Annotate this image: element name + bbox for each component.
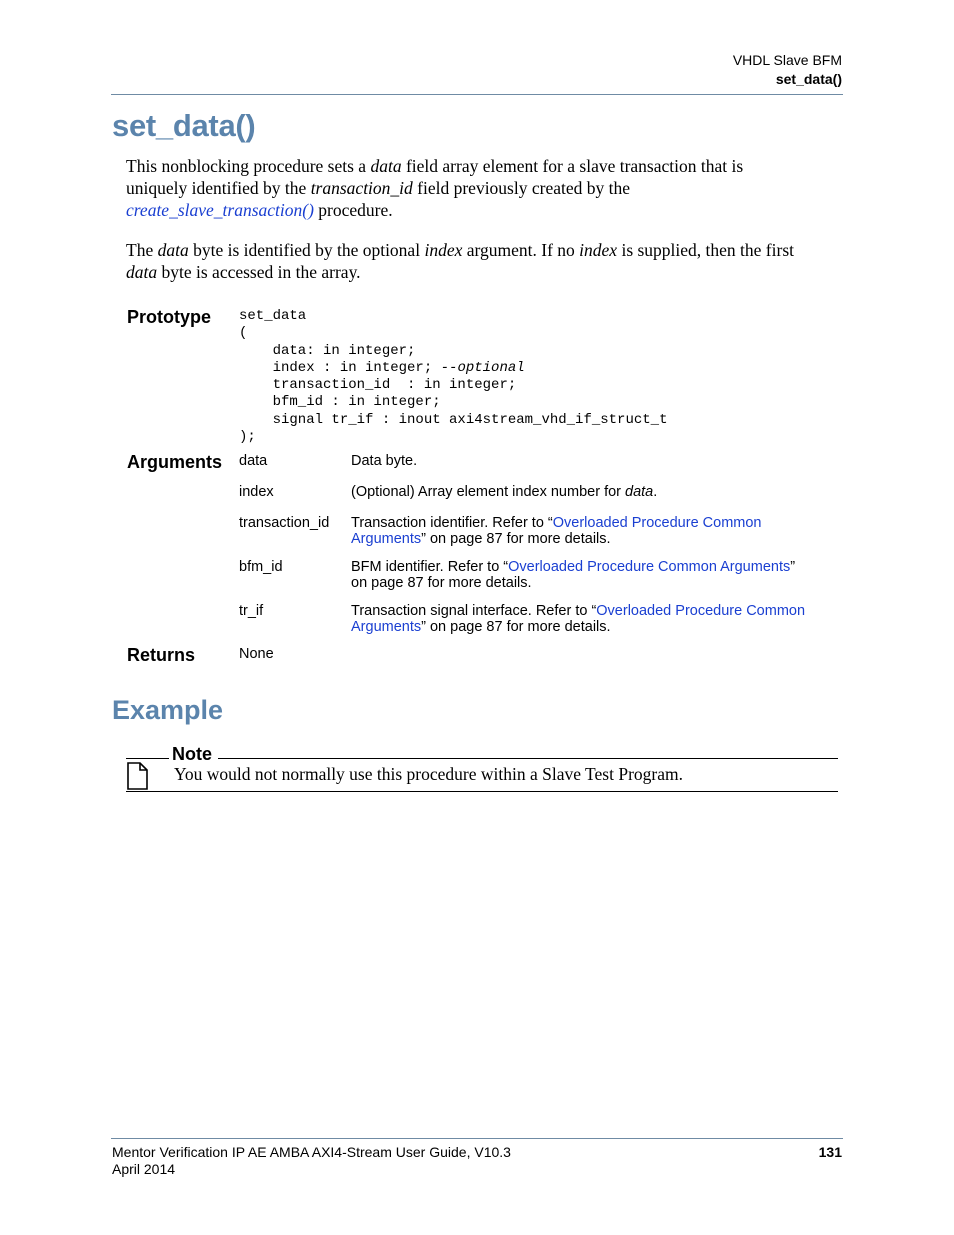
- footer-date: April 2014: [112, 1161, 176, 1177]
- text-run: uniquely identified by the: [126, 178, 311, 198]
- arguments-label: Arguments: [127, 452, 223, 472]
- text-run-italic: index: [579, 240, 618, 260]
- text-run-italic: data: [126, 262, 158, 282]
- code-line: (: [239, 325, 248, 342]
- text-run-italic: index: [424, 240, 463, 260]
- code-line: index : in integer;: [239, 359, 441, 376]
- text-run: ”: [790, 559, 796, 575]
- example-heading: Example: [112, 695, 224, 725]
- prototype-label: Prototype: [127, 307, 212, 327]
- arg-desc-tr-if: [351, 603, 846, 635]
- overloaded-args-link[interactable]: Overloaded Procedure Common Arguments: [508, 559, 791, 575]
- text-run-italic: data: [157, 240, 189, 260]
- text-run: Data byte.: [351, 453, 418, 469]
- text-run: .: [653, 484, 658, 500]
- text-run: procedure.: [313, 200, 393, 220]
- code-line: signal tr_if : inout axi4stream_vhd_if_struct_t: [239, 411, 668, 428]
- running-header-section: set_data(): [775, 71, 842, 87]
- text-run: byte is identified by the optional: [188, 240, 425, 260]
- prototype-code-block: [239, 308, 667, 446]
- text-run: field array element for a slave transaction that is: [401, 156, 744, 176]
- arg-desc-index: [351, 484, 846, 500]
- description-paragraph-1: [126, 155, 844, 221]
- note-rule-bottom: [126, 791, 838, 792]
- text-run: ” on page 87 for more details.: [421, 619, 611, 635]
- footer-page-number: 131: [818, 1144, 842, 1160]
- code-line: set_data: [239, 308, 307, 324]
- text-run: byte is accessed in the array.: [157, 262, 361, 282]
- page-title: set_data(): [112, 108, 256, 143]
- code-line: transaction_id : in integer;: [239, 377, 517, 394]
- text-run: on page 87 for more details.: [351, 575, 532, 591]
- overloaded-args-link[interactable]: Arguments: [351, 619, 422, 635]
- running-header-chapter: VHDL Slave BFM: [732, 52, 842, 68]
- note-text: You would not normally use this procedure within a Slave Test Program.: [174, 764, 683, 784]
- returns-value: None: [239, 646, 274, 662]
- text-run: ” on page 87 for more details.: [421, 531, 611, 547]
- arg-name-bfm-id: bfm_id: [239, 559, 283, 575]
- text-run-italic: data: [370, 156, 402, 176]
- footer-rule: [111, 1138, 843, 1139]
- create-slave-transaction-link[interactable]: create_slave_transaction(): [126, 200, 314, 220]
- text-run: BFM identifier. Refer to “: [351, 559, 509, 575]
- text-run: field previously created by the: [412, 178, 630, 198]
- code-comment-optional: --optional: [440, 359, 525, 376]
- code-line: bfm_id : in integer;: [239, 394, 441, 411]
- footer-guide-title: Mentor Verification IP AE AMBA AXI4-Stream User Guide, V10.3: [112, 1144, 511, 1160]
- header-rule: [111, 94, 843, 95]
- text-run: is supplied, then the first: [617, 240, 795, 260]
- note-rule-right: [218, 758, 838, 759]
- arg-name-tr-if: tr_if: [239, 603, 264, 619]
- description-paragraph-2: [126, 239, 844, 283]
- arg-name-data: data: [239, 453, 268, 469]
- arg-desc-data: [351, 453, 846, 469]
- text-run: This nonblocking procedure sets a: [126, 156, 371, 176]
- note-label: Note: [172, 744, 212, 764]
- arg-desc-transaction-id: [351, 515, 846, 547]
- text-run: (Optional) Array element index number for: [351, 484, 626, 500]
- code-line: );: [239, 429, 256, 446]
- overloaded-args-link[interactable]: Overloaded Procedure Common: [552, 515, 762, 531]
- text-run: argument. If no: [462, 240, 580, 260]
- text-run-italic: data: [625, 484, 654, 500]
- code-line: data: in integer;: [239, 342, 416, 359]
- arg-name-transaction-id: transaction_id: [239, 515, 330, 531]
- note-page-icon: [126, 762, 150, 790]
- arg-desc-bfm-id: [351, 559, 846, 591]
- overloaded-args-link[interactable]: Arguments: [351, 531, 422, 547]
- returns-label: Returns: [127, 645, 196, 665]
- text-run-italic: transaction_id: [310, 178, 413, 198]
- overloaded-args-link[interactable]: Overloaded Procedure Common: [596, 603, 806, 619]
- text-run: The: [126, 240, 158, 260]
- arg-name-index: index: [239, 484, 274, 500]
- text-run: Transaction signal interface. Refer to “: [351, 603, 597, 619]
- text-run: Transaction identifier. Refer to “: [351, 515, 553, 531]
- note-rule-left: [126, 758, 169, 759]
